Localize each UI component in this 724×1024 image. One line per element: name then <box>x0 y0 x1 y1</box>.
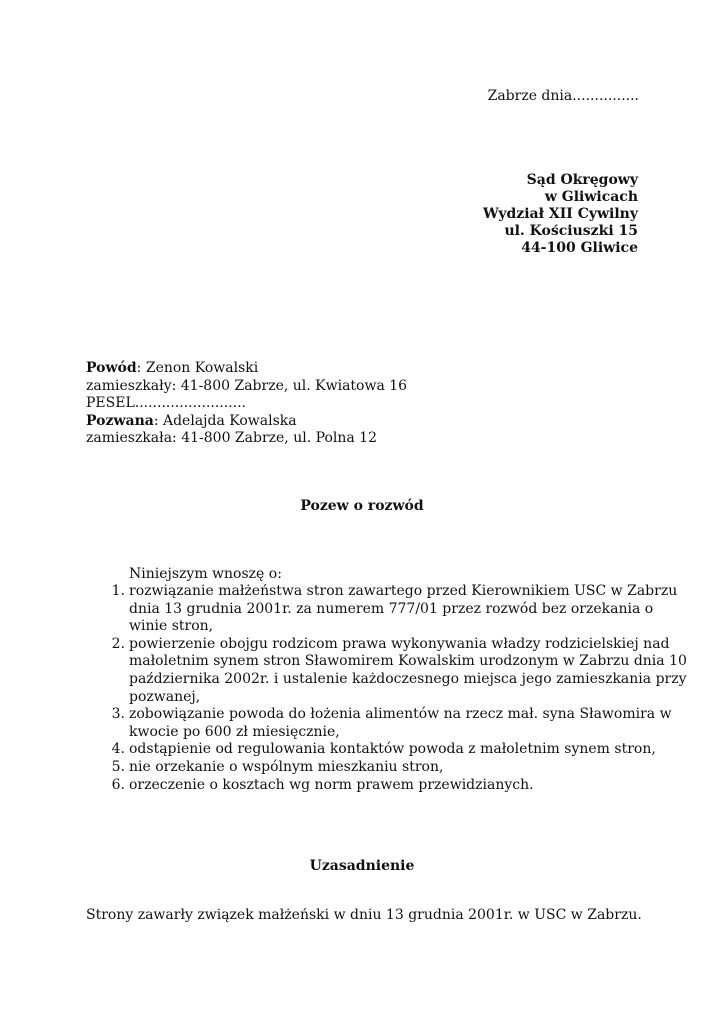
request-item <box>111 583 691 636</box>
request-number: 6. <box>111 776 125 793</box>
request-item <box>111 706 691 741</box>
defendant-address: zamieszkała: 41-800 Zabrze, ul. Polna 12 <box>86 430 377 446</box>
document-title: Pozew o rozwód <box>300 498 424 514</box>
request-item <box>111 758 691 777</box>
court-postal: 44-100 Gliwice <box>521 240 638 256</box>
request-number: 1. <box>111 583 125 599</box>
plaintiff-address: zamieszkały: 41-800 Zabrze, ul. Kwiatowa 16 <box>86 377 408 394</box>
request-number: 3. <box>111 706 125 723</box>
requests-list <box>86 583 691 794</box>
court-division: Wydział XII Cywilny <box>482 206 638 222</box>
plaintiff-pesel: PESEL......................... <box>86 395 247 411</box>
request-text: odstąpienie od regulowania kontaktów powoda z małoletnim synem stron, <box>129 741 656 758</box>
place-date: Zabrze dnia............... <box>487 88 639 104</box>
request-number: 4. <box>111 741 125 758</box>
request-text: orzeczenie o kosztach wg norm prawem przewidzianych. <box>129 776 534 793</box>
request-item <box>111 776 691 795</box>
request-text: powierzenie obojgu rodzicom prawa wykonywania władzy rodzicielskiej nad małoletnim synem stron Sławomirem Kowalskim urodzonym w Zabrzu dnia 10 października 2002r. i ustalenie każdoczesnego miejsca jego zamieszkania przy pozwanej, <box>129 635 687 705</box>
justification-title: Uzasadnienie <box>309 858 415 874</box>
defendant-label: Pozwana <box>86 412 154 429</box>
request-text: rozwiązanie małżeństwa stron zawartego przed Kierownikiem USC w Zabrzu dnia 13 grudnia 2001r. za numerem 777/01 przez rozwód bez orzekania o winie stron, <box>129 583 678 635</box>
plaintiff-line <box>86 360 407 378</box>
parties-block <box>86 360 407 448</box>
defendant-name: : Adelajda Kowalska <box>153 412 297 429</box>
court-address-block <box>483 172 638 257</box>
request-number: 5. <box>111 758 125 775</box>
court-name: Sąd Okręgowy <box>526 172 638 188</box>
court-city: w Gliwicach <box>544 189 638 205</box>
request-number: 2. <box>111 635 125 652</box>
request-text: nie orzekanie o wspólnym mieszkaniu stron, <box>129 758 444 775</box>
justification-text: Strony zawarły związek małżeński w dniu 13 grudnia 2001r. w USC w Zabrzu. <box>86 907 642 923</box>
plaintiff-label: Powód <box>86 360 137 376</box>
request-text: zobowiązanie powoda do łożenia alimentów na rzecz mał. syna Sławomira w kwocie po 600 zł miesięcznie, <box>129 706 672 740</box>
plaintiff-name: : Zenon Kowalski <box>136 360 259 376</box>
request-item <box>111 741 691 759</box>
court-street: ul. Kościuszki 15 <box>504 223 638 239</box>
request-item <box>111 635 691 706</box>
defendant-line <box>86 413 407 431</box>
requests-intro: Niniejszym wnoszę o: <box>129 566 282 582</box>
